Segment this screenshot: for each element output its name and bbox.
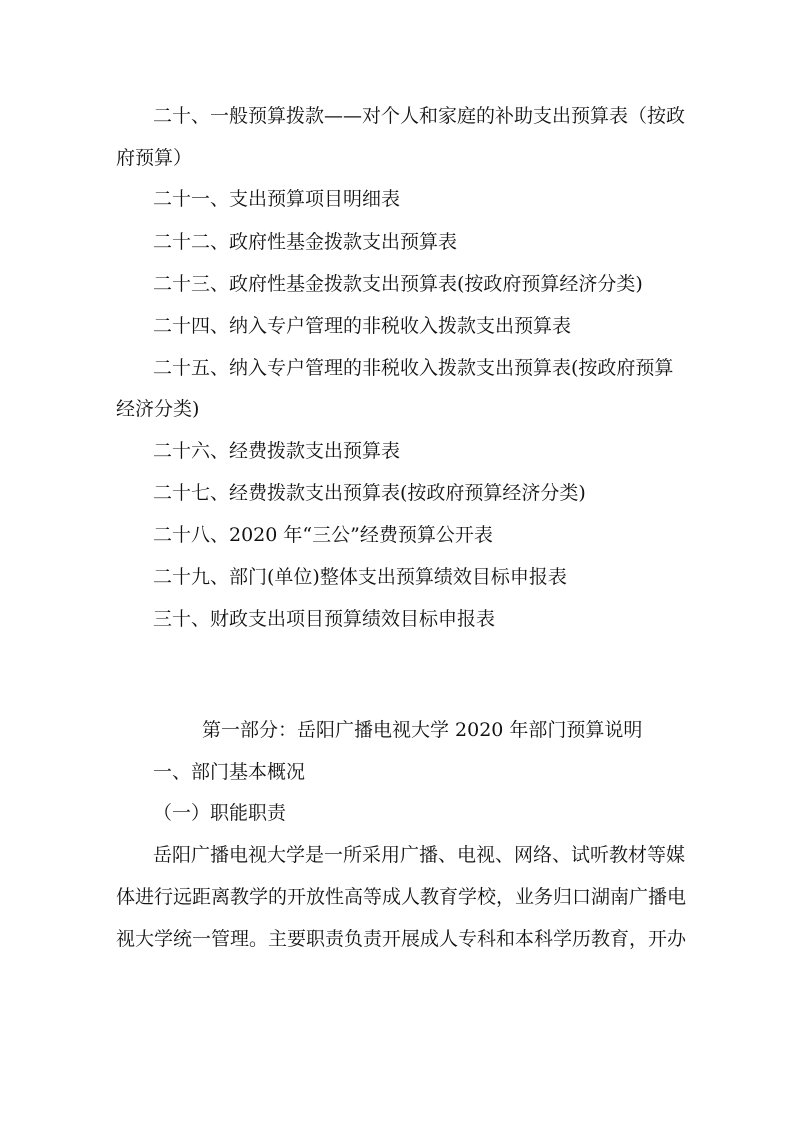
toc-item-25-line1: 二十五、纳入专户管理的非税收入拨款支出预算表(按政府预算 [153,357,674,379]
section1-heading: 一、部门基本概况 [153,761,306,783]
paragraph-line2: 体进行远距离教学的开放性高等成人教育学校，业务归口湖南广播电 [116,886,687,908]
toc-item-28: 二十八、2020 年“三公”经费预算公开表 [153,524,493,546]
paragraph-line3: 视大学统一管理。主要职责负责开展成人专科和本科学历教育，开办 [116,928,687,950]
toc-item-24: 二十四、纳入专户管理的非税收入拨款支出预算表 [153,315,572,337]
toc-item-20-line1: 二十、一般预算拨款——对个人和家庭的补助支出预算表（按政 [153,105,686,127]
toc-item-29: 二十九、部门(单位)整体支出预算绩效目标申报表 [153,566,567,588]
toc-item-26: 二十六、经费拨款支出预算表 [153,440,401,462]
toc-item-20-line2: 府预算） [116,147,193,169]
toc-item-25-line2: 经济分类) [116,398,200,420]
toc-item-22: 二十二、政府性基金拨款支出预算表 [153,231,458,253]
toc-item-23: 二十三、政府性基金拨款支出预算表(按政府预算经济分类) [153,273,643,295]
subsection1-heading: （一）职能职责 [153,802,287,824]
toc-item-27: 二十七、经费拨款支出预算表(按政府预算经济分类) [153,482,586,504]
toc-item-30: 三十、财政支出项目预算绩效目标申报表 [153,608,496,630]
paragraph-line1: 岳阳广播电视大学是一所采用广播、电视、网络、试听教材等媒 [153,844,686,866]
part1-title: 第一部分：岳阳广播电视大学 2020 年部门预算说明 [202,719,643,741]
toc-item-21: 二十一、支出预算项目明细表 [153,188,401,210]
